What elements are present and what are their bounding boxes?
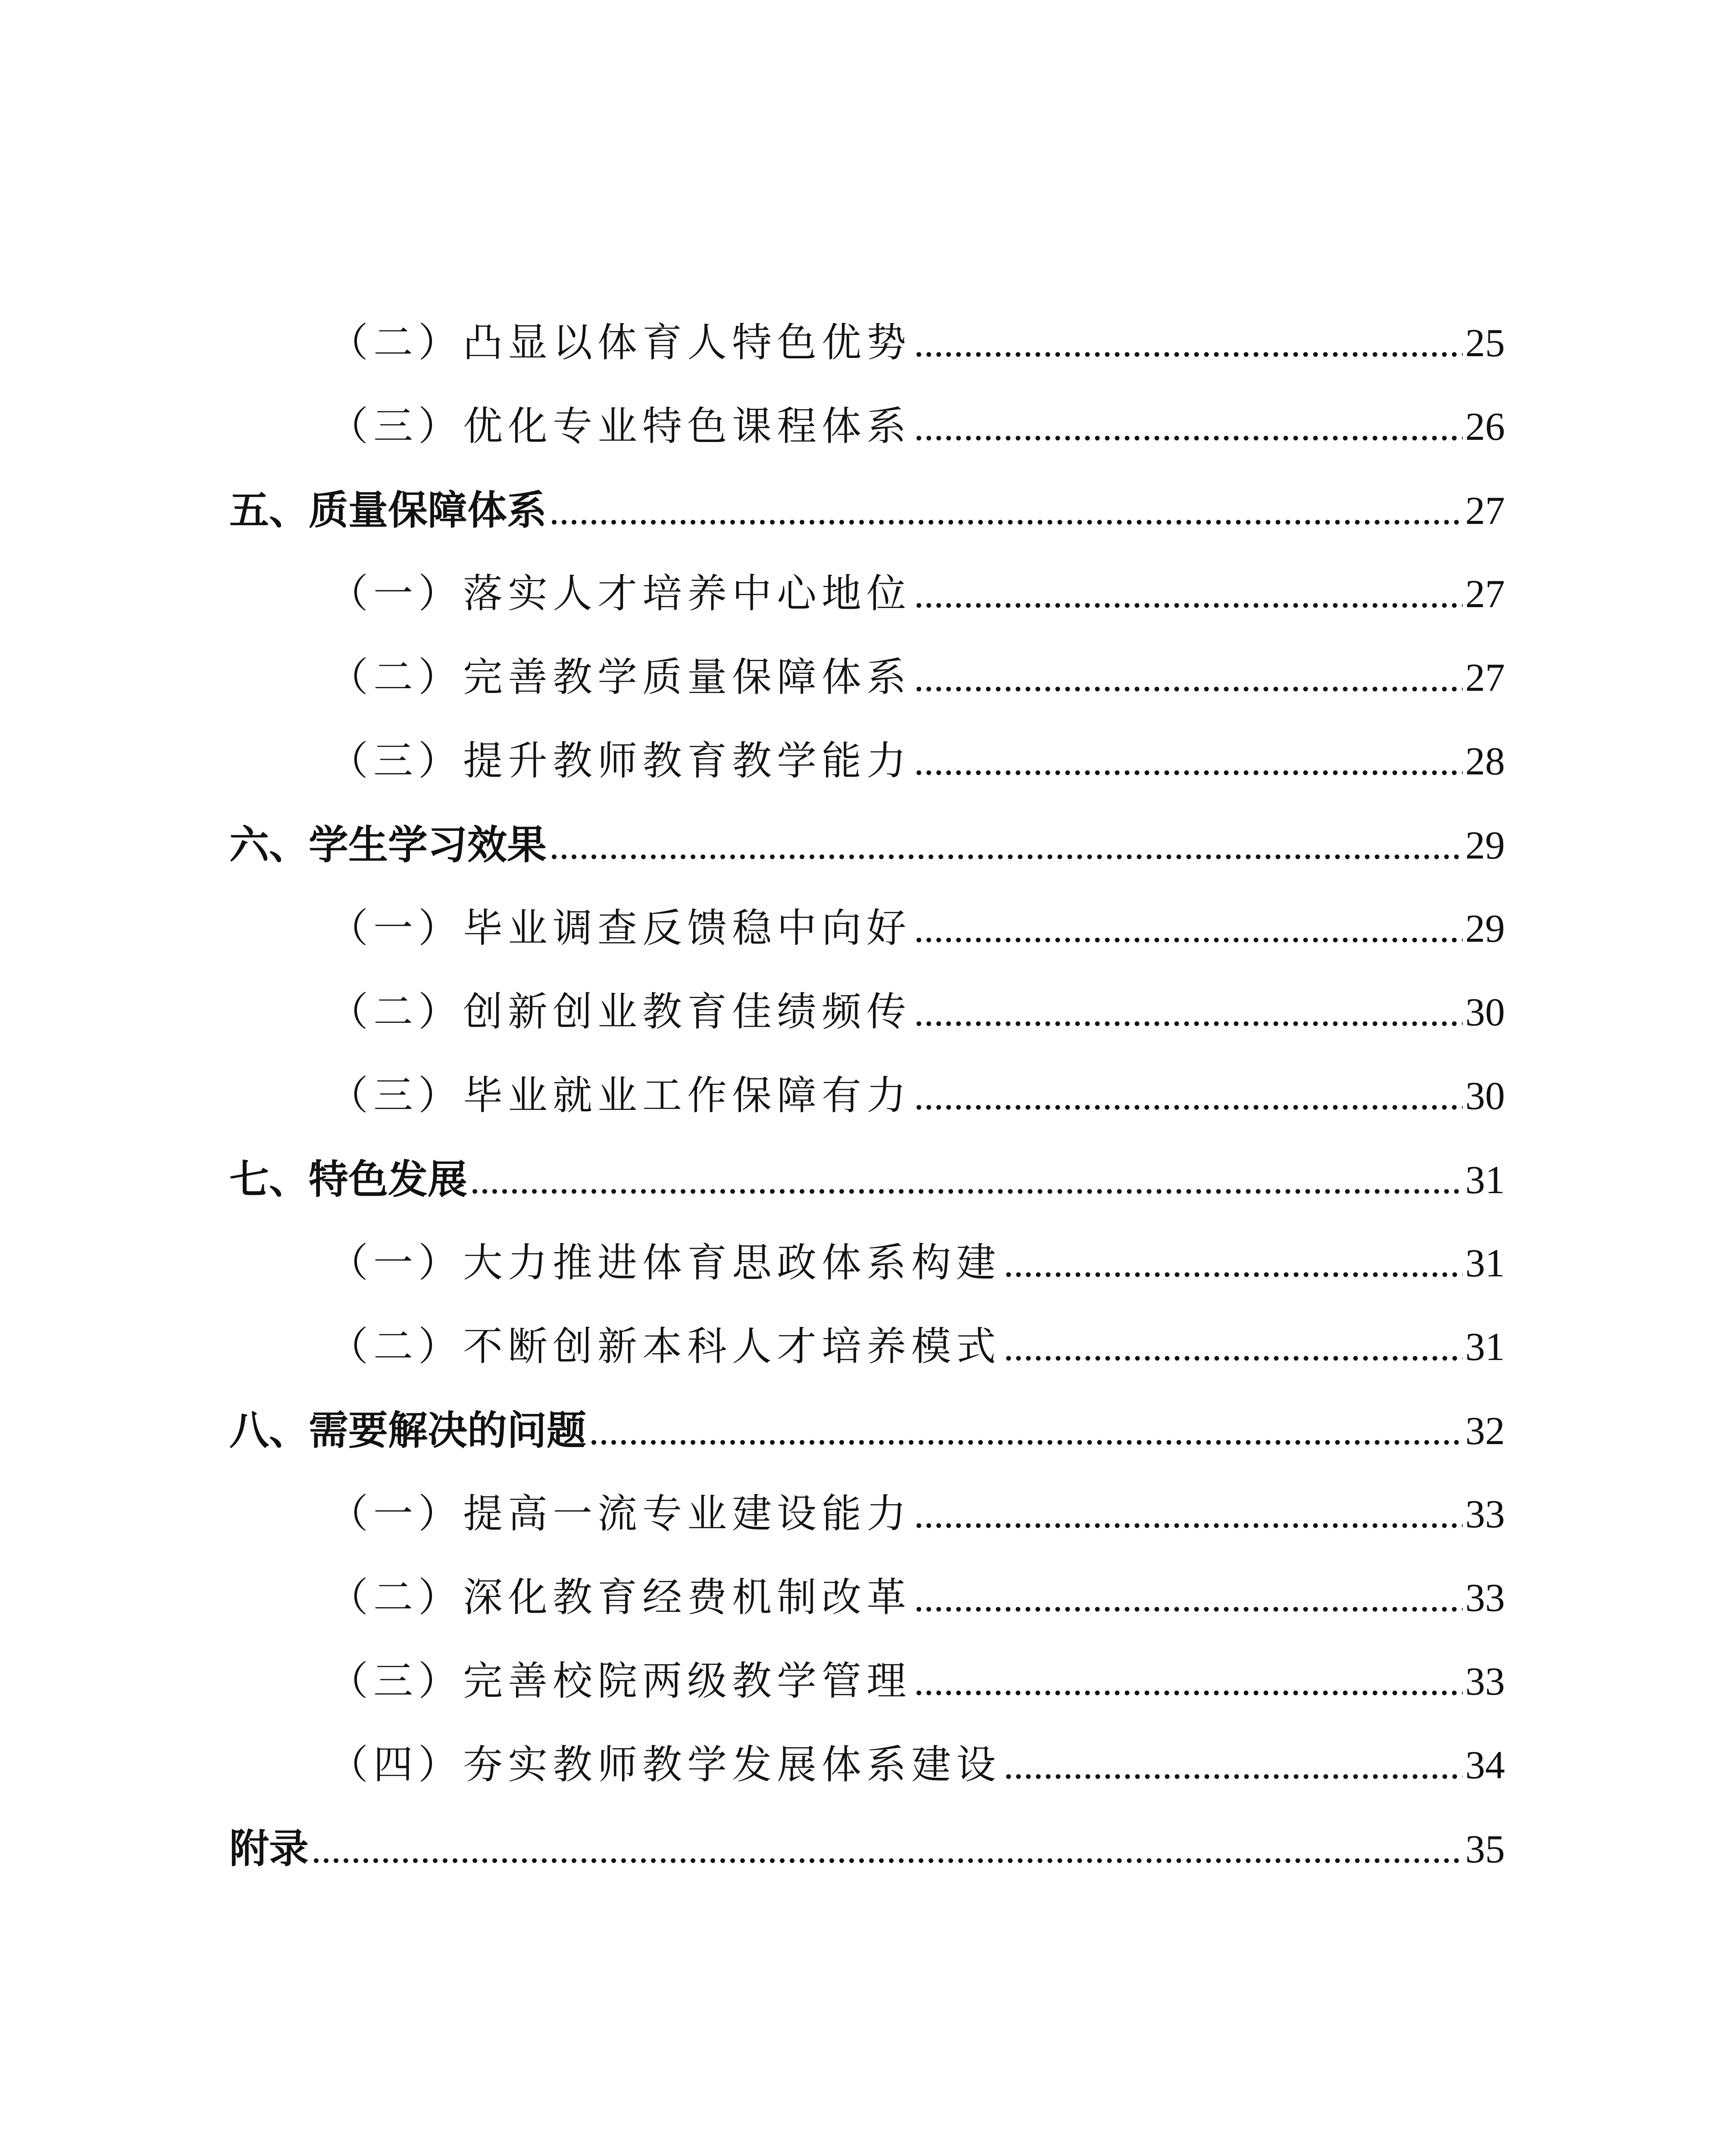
toc-entry-title: 五、质量保障体系 (229, 487, 547, 533)
toc-entry[interactable] (328, 396, 1505, 457)
toc-entry-page: 34 (1465, 1743, 1505, 1787)
toc-dot-leader (549, 815, 1463, 875)
toc-entry-title: （三）毕业就业工作保障有力 (328, 1072, 912, 1119)
toc-entry-page: 30 (1465, 1074, 1505, 1118)
toc-dot-leader (1004, 1233, 1463, 1293)
toc-dot-leader (914, 1484, 1463, 1544)
toc-entry-page: 30 (1465, 990, 1505, 1034)
toc-entry[interactable] (229, 815, 1505, 875)
toc-entry-title: （一）提高一流专业建设能力 (328, 1491, 912, 1537)
toc-dot-leader (311, 1819, 1463, 1879)
toc-entry-page: 32 (1465, 1409, 1505, 1453)
toc-dot-leader (914, 1065, 1463, 1126)
toc-entry-title: （二）完善教学质量保障体系 (328, 654, 912, 700)
toc-entry-page: 28 (1465, 739, 1505, 783)
toc-entry-title: （四）夯实教师教学发展体系建设 (328, 1742, 1001, 1788)
toc-entry-page: 29 (1465, 906, 1505, 950)
toc-entry-title: （三）优化专业特色课程体系 (328, 403, 912, 449)
toc-entry[interactable] (328, 1316, 1505, 1377)
toc-entry[interactable] (229, 1149, 1505, 1210)
toc-entry-title: （一）落实人才培养中心地位 (328, 570, 912, 617)
toc-entry-title: 六、学生学习效果 (229, 821, 547, 868)
toc-dot-leader (914, 313, 1463, 373)
toc-dot-leader (1004, 1735, 1463, 1795)
toc-entry-page: 27 (1465, 655, 1505, 699)
toc-entry-title: （二）创新创业教育佳绩频传 (328, 989, 912, 1035)
toc-dot-leader (914, 982, 1463, 1042)
toc-dot-leader (1004, 1316, 1463, 1377)
toc-entry-title: （二）深化教育经费机制改革 (328, 1574, 912, 1620)
toc-entry[interactable] (328, 1484, 1505, 1544)
toc-dot-leader (914, 1651, 1463, 1711)
toc-dot-leader (914, 731, 1463, 791)
toc-entry-title: （一）毕业调查反馈稳中向好 (328, 905, 912, 951)
toc-entry-title: （二）凸显以体育人特色优势 (328, 320, 912, 366)
toc-entry-title: （三）提升教师教育教学能力 (328, 738, 912, 784)
toc-entry[interactable] (328, 313, 1505, 373)
toc-dot-leader (914, 1567, 1463, 1628)
toc-entry-title: 附录 (229, 1825, 309, 1872)
toc-entry[interactable] (328, 982, 1505, 1042)
toc-dot-leader (589, 1401, 1463, 1461)
toc-entry[interactable] (328, 647, 1505, 708)
toc-entry[interactable] (229, 1818, 1505, 1879)
toc-entry-page: 33 (1465, 1659, 1505, 1703)
toc-entry-title: （一）大力推进体育思政体系构建 (328, 1240, 1001, 1286)
toc-entry[interactable] (328, 1567, 1505, 1628)
toc-dot-leader (470, 1150, 1463, 1210)
toc-dot-leader (549, 480, 1463, 541)
toc-entry-page: 31 (1465, 1241, 1505, 1285)
toc-entry-page: 35 (1465, 1827, 1505, 1871)
toc-entry[interactable] (328, 1651, 1505, 1711)
toc-entry-title: （三）完善校院两级教学管理 (328, 1658, 912, 1704)
toc-entry-title: 七、特色发展 (229, 1156, 468, 1203)
toc-entry[interactable] (229, 480, 1505, 540)
toc-entry[interactable] (328, 731, 1505, 791)
toc-entry-page: 31 (1465, 1158, 1505, 1202)
toc-entry[interactable] (229, 1400, 1505, 1460)
toc-entry-page: 27 (1465, 572, 1505, 616)
toc-entry-page: 33 (1465, 1576, 1505, 1620)
toc-entry-page: 27 (1465, 489, 1505, 533)
toc-dot-leader (914, 898, 1463, 959)
toc-entry-page: 26 (1465, 404, 1505, 448)
toc-entry[interactable] (328, 564, 1505, 624)
toc-entry-title: （二）不断创新本科人才培养模式 (328, 1323, 1001, 1369)
toc-dot-leader (914, 647, 1463, 708)
toc-entry[interactable] (328, 898, 1505, 959)
toc-entry[interactable] (328, 1735, 1505, 1795)
toc-entry[interactable] (328, 1233, 1505, 1293)
toc-entry-page: 31 (1465, 1325, 1505, 1369)
toc-entry-title: 八、需要解决的问题 (229, 1407, 587, 1454)
toc-entry-page: 25 (1465, 321, 1505, 365)
toc-dot-leader (914, 396, 1463, 457)
toc-entry[interactable] (328, 1065, 1505, 1126)
toc-entry-page: 29 (1465, 823, 1505, 867)
toc-entry-page: 33 (1465, 1492, 1505, 1536)
toc-dot-leader (914, 564, 1463, 624)
